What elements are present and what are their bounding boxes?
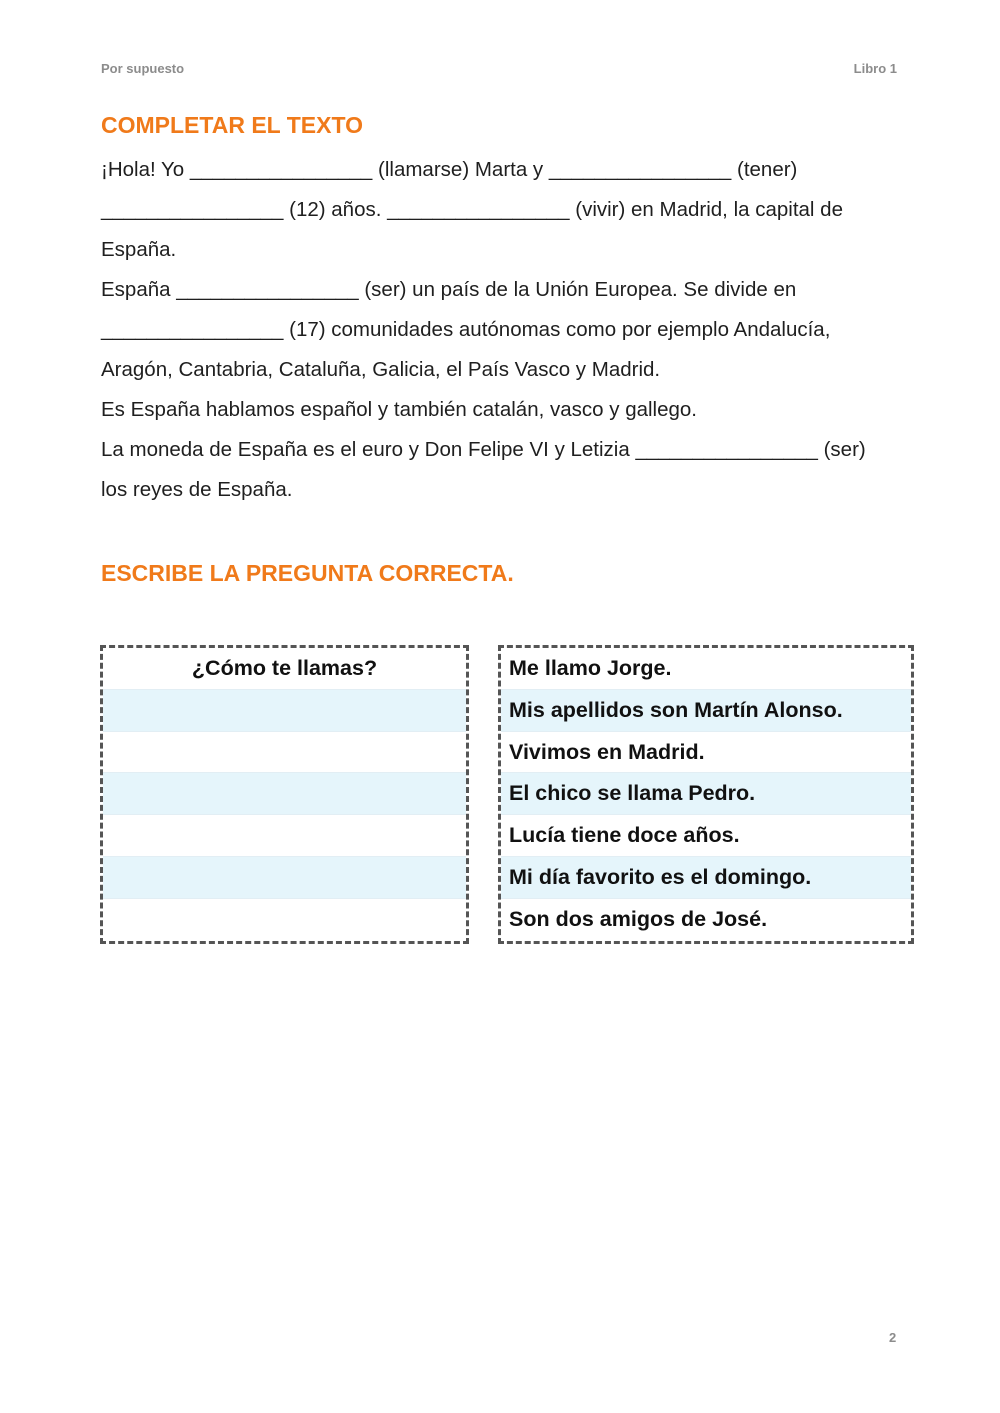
question-cell: ¿Cómo te llamas? xyxy=(103,648,466,690)
blank-field[interactable]: ________________ xyxy=(101,318,284,341)
running-header-book: Libro 1 xyxy=(853,61,897,76)
section-title-completar: COMPLETAR EL TEXTO xyxy=(101,112,363,138)
questions-box xyxy=(100,645,469,944)
blank-field[interactable]: ________________ xyxy=(101,198,284,221)
question-input[interactable] xyxy=(103,732,466,774)
section-title-pregunta: ESCRIBE LA PREGUNTA CORRECTA. xyxy=(101,560,514,586)
answer-cell: Mis apellidos son Martín Alonso. xyxy=(501,690,911,732)
blank-field[interactable]: ________________ xyxy=(176,278,359,301)
question-input[interactable] xyxy=(103,815,466,857)
answer-cell: Lucía tiene doce años. xyxy=(501,815,911,857)
blank-field[interactable]: ________________ xyxy=(387,198,570,221)
text-line: los reyes de España. xyxy=(101,478,293,501)
question-input[interactable] xyxy=(103,857,466,899)
blank-field[interactable]: ________________ xyxy=(635,438,818,461)
blank-field[interactable]: ________________ xyxy=(548,158,732,181)
question-input[interactable] xyxy=(103,773,466,815)
text-line: Es España hablamos español y también catalán, vasco y gallego. xyxy=(101,398,698,421)
answers-box xyxy=(498,645,914,944)
fill-in-text xyxy=(101,150,921,510)
page-number: 2 xyxy=(889,1330,897,1345)
question-input[interactable] xyxy=(103,899,466,941)
answer-cell: Son dos amigos de José. xyxy=(509,906,768,931)
answer-cell: Vivimos en Madrid. xyxy=(501,732,911,774)
answer-cell: Me llamo Jorge. xyxy=(501,648,911,690)
running-header-title: Por supuesto xyxy=(101,61,185,76)
question-input[interactable] xyxy=(103,690,466,732)
answer-cell: Mi día favorito es el domingo. xyxy=(501,857,911,899)
text-line: Aragón, Cantabria, Cataluña, Galicia, el País Vasco y Madrid. xyxy=(101,358,661,381)
text-line: ________________ (17) comunidades autónomas como por ejemplo Andalucía, xyxy=(101,318,831,341)
text-line: ________________ (12) años. ________________ (vivir) en Madrid, la capital de xyxy=(101,198,843,221)
text-line: España ________________ (ser) un país de la Unión Europea. Se divide en xyxy=(101,278,797,301)
blank-field[interactable]: ________________ xyxy=(189,158,373,181)
answer-cell: El chico se llama Pedro. xyxy=(501,773,911,815)
text-line: España. xyxy=(101,238,177,261)
text-line: La moneda de España es el euro y Don Felipe VI y Letizia ________________ (ser) xyxy=(101,438,866,461)
text-line: ¡Hola! Yo ________________ (llamarse) Marta y ________________ (tener) xyxy=(101,158,798,181)
